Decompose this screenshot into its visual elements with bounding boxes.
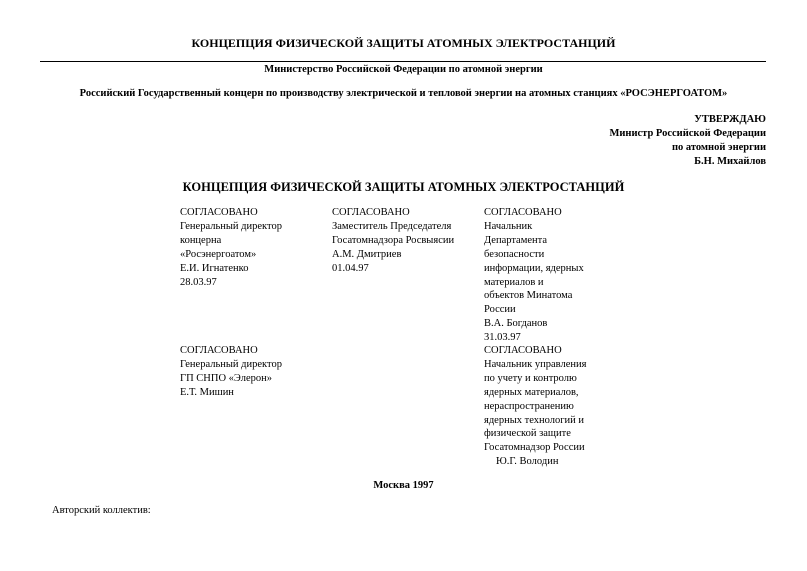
signature-line: Департамента: [484, 234, 548, 246]
signature-line: СОГЛАСОВАНО: [180, 207, 258, 218]
signature-line: нераспространению: [484, 400, 574, 412]
signature-line: Е.И. Игнатенко: [180, 262, 249, 274]
signature-block-rosenergoatom: [180, 206, 282, 289]
signature-line: Госатомнадзор России: [484, 442, 585, 454]
concern-name: Российский Государственный концерн по производству электрической и тепловой энергии на атомных станциях «РОСЭНЕРГОАТОМ»: [79, 88, 728, 99]
signature-line: России: [484, 304, 516, 316]
signature-line: ядерных технологий и: [484, 414, 585, 426]
signature-line: Ю.Г. Володин: [496, 456, 559, 468]
ministry-name: Министерство Российской Федерации по атомной энергии: [264, 64, 543, 75]
signature-line: Госатомнадзора Росвыясии: [332, 234, 455, 246]
signature-line: материалов и: [484, 276, 544, 288]
approval-signatory: Б.Н. Михайлов: [694, 156, 766, 167]
signature-line: Начальник: [484, 220, 533, 232]
signature-block-minatom-department: [484, 206, 584, 345]
signature-line: В.А. Богданов: [484, 318, 548, 330]
signature-line: 28.03.97: [180, 276, 217, 288]
signature-line: А.М. Дмитриев: [332, 248, 402, 260]
document-title: КОНЦЕПЦИЯ ФИЗИЧЕСКОЙ ЗАЩИТЫ АТОМНЫХ ЭЛЕКТРОСТАНЦИЙ: [182, 180, 625, 194]
approval-position: Министр Российской Федерации: [609, 128, 766, 139]
signature-line: физической защите: [484, 428, 571, 440]
signature-line: Генеральный директор: [180, 358, 282, 370]
signature-block-gosatomnadzor-deputy: [332, 206, 454, 276]
signature-block-eleron: [180, 344, 282, 400]
signature-line: безопасности: [484, 248, 545, 260]
document-header-title: КОНЦЕПЦИЯ ФИЗИЧЕСКОЙ ЗАЩИТЫ АТОМНЫХ ЭЛЕКТРОСТАНЦИЙ: [191, 36, 616, 50]
signature-line: 01.04.97: [332, 262, 369, 274]
signature-line: Е.Т. Мишин: [180, 386, 234, 398]
approval-block: [506, 113, 766, 169]
authors-label: Авторский коллектив:: [52, 505, 151, 516]
signature-line: СОГЛАСОВАНО: [332, 207, 410, 218]
signature-line: ядерных материалов,: [484, 386, 579, 398]
approval-position-cont: по атомной энергии: [671, 142, 766, 153]
signature-line: СОГЛАСОВАНО: [484, 207, 562, 218]
signature-line: концерна: [180, 234, 222, 246]
signature-line: информации, ядерных: [484, 262, 584, 274]
signature-line: 31.03.97: [484, 332, 521, 344]
header-divider: [40, 61, 766, 62]
signature-line: Генеральный директор: [180, 220, 282, 232]
signature-line: Заместитель Председателя: [332, 220, 452, 232]
signature-line: ГП СНПО «Элерон»: [180, 372, 272, 384]
city-year: Москва 1997: [373, 480, 434, 491]
signature-line: СОГЛАСОВАНО: [484, 345, 562, 356]
signature-line: СОГЛАСОВАНО: [180, 345, 258, 356]
signature-line: «Росэнергоатом»: [180, 248, 257, 260]
approval-heading: УТВЕРЖДАЮ: [694, 114, 766, 125]
signature-line: по учету и контролю: [484, 372, 577, 384]
signature-block-gosatomnadzor-department: [484, 344, 586, 469]
signature-line: Начальник управления: [484, 358, 587, 370]
signature-line: объектов Минатома: [484, 290, 573, 302]
